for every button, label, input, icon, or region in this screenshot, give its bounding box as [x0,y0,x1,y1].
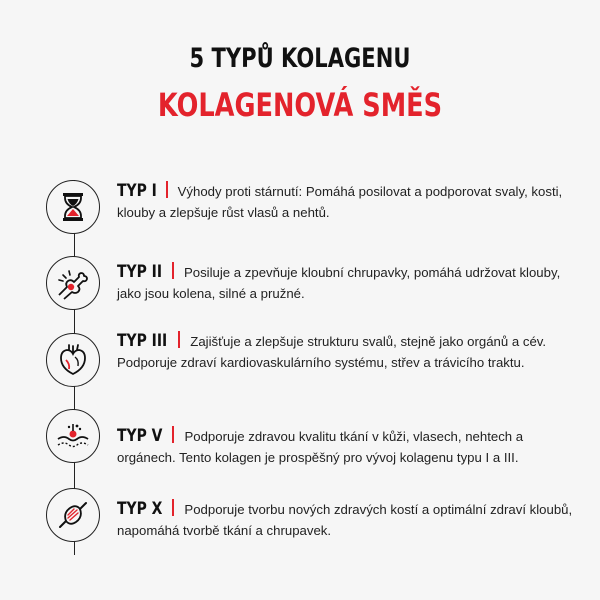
page-title: 5 TYPŮ KOLAGENU [189,43,411,74]
type-label: TYP X [117,499,163,519]
accent-bar [166,181,168,198]
accent-bar [172,262,174,279]
type-description: Podporuje zdravou kvalitu tkání v kůži, vlasech, nehtech a orgánech. Tento kolagen je prospěšný pro vývoj kolagenu typu I a III. [117,429,524,465]
type-label: TYP III [117,331,168,351]
item-text-block [117,499,577,541]
hourglass-icon [46,180,100,234]
type-label: TYP I [117,181,157,201]
item-text-block [117,331,577,373]
accent-bar [178,331,180,348]
joint-icon [46,256,100,310]
type-label: TYP V [117,426,163,446]
accent-bar [172,499,174,516]
item-text-block [117,181,577,223]
type-description: Výhody proti stárnutí: Pomáhá posilovat a podporovat svaly, kosti, klouby a zlepšuje růst vlasů a nehtů. [117,184,563,220]
page-subtitle: KOLAGENOVÁ SMĚS [157,86,443,124]
accent-bar [172,426,174,443]
type-description: Zajišťuje a zlepšuje strukturu svalů, stejně jako orgánů a cév. Podporuje zdraví kardiovaskulárního systému, střev a trávicího traktu. [117,334,547,370]
skin-follicle-icon [46,409,100,463]
type-label: TYP II [117,262,163,282]
type-description: Posiluje a zpevňuje kloubní chrupavky, pomáhá udržovat klouby, jako jsou kolena, silné a pružné. [117,265,561,301]
item-text-block [117,426,577,468]
muscle-icon [46,488,100,542]
item-text-block [117,262,577,304]
heart-icon [46,333,100,387]
type-description: Podporuje tvorbu nových zdravých kostí a optimální zdraví kloubů, napomáhá tvorbě tkání a chrupavek. [117,502,573,538]
